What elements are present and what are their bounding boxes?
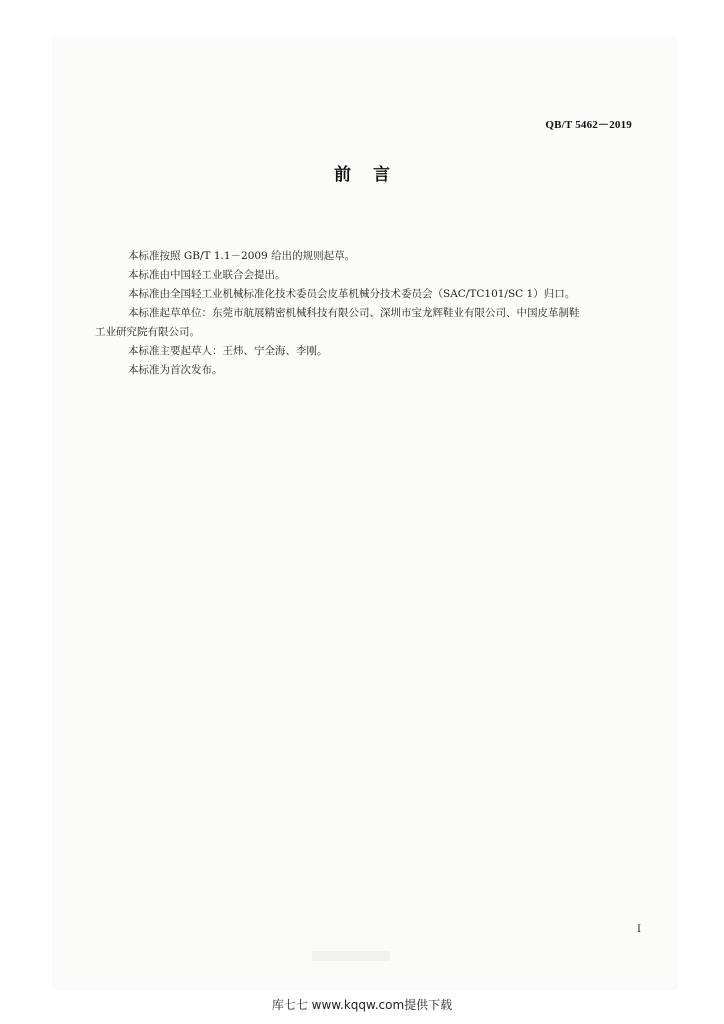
foreword-body (95, 247, 636, 380)
paragraph-text-line-1: 本标准起草单位：东莞市航展精密机械科技有限公司、深圳市宝龙辉鞋业有限公司、中国皮革制鞋 (128, 307, 580, 319)
paragraph-text: 本标准主要起草人：王炜、宁全海、李刚。 (128, 345, 328, 357)
paragraph (116, 285, 636, 304)
paragraph-text-line-2: 工业研究院有限公司。 (95, 326, 200, 338)
paragraph-text: 本标准由中国轻工业联合会提出。 (128, 269, 286, 281)
paragraph (116, 266, 636, 285)
paragraph-text: 本标准为首次发布。 (128, 364, 223, 376)
page-title (0, 160, 724, 185)
paragraph-text: 本标准按照 GB/T 1.1－2009 给出的规则起草。 (128, 250, 356, 262)
download-watermark: 库七七 www.kqqw.com提供下载 (271, 998, 453, 1012)
faint-stamp (312, 951, 390, 961)
title-char-1: 前 (334, 165, 351, 185)
paragraph (95, 304, 636, 342)
title-char-2: 言 (373, 165, 390, 185)
paragraph (116, 247, 636, 266)
paragraph (116, 342, 636, 361)
standard-code: QB/T 5462－2019 (545, 119, 632, 131)
page-number: I (637, 924, 641, 935)
paragraph (116, 361, 636, 380)
paragraph-text: 本标准由全国轻工业机械标准化技术委员会皮革机械分技术委员会（SAC/TC101/SC 1）归口。 (128, 288, 576, 300)
